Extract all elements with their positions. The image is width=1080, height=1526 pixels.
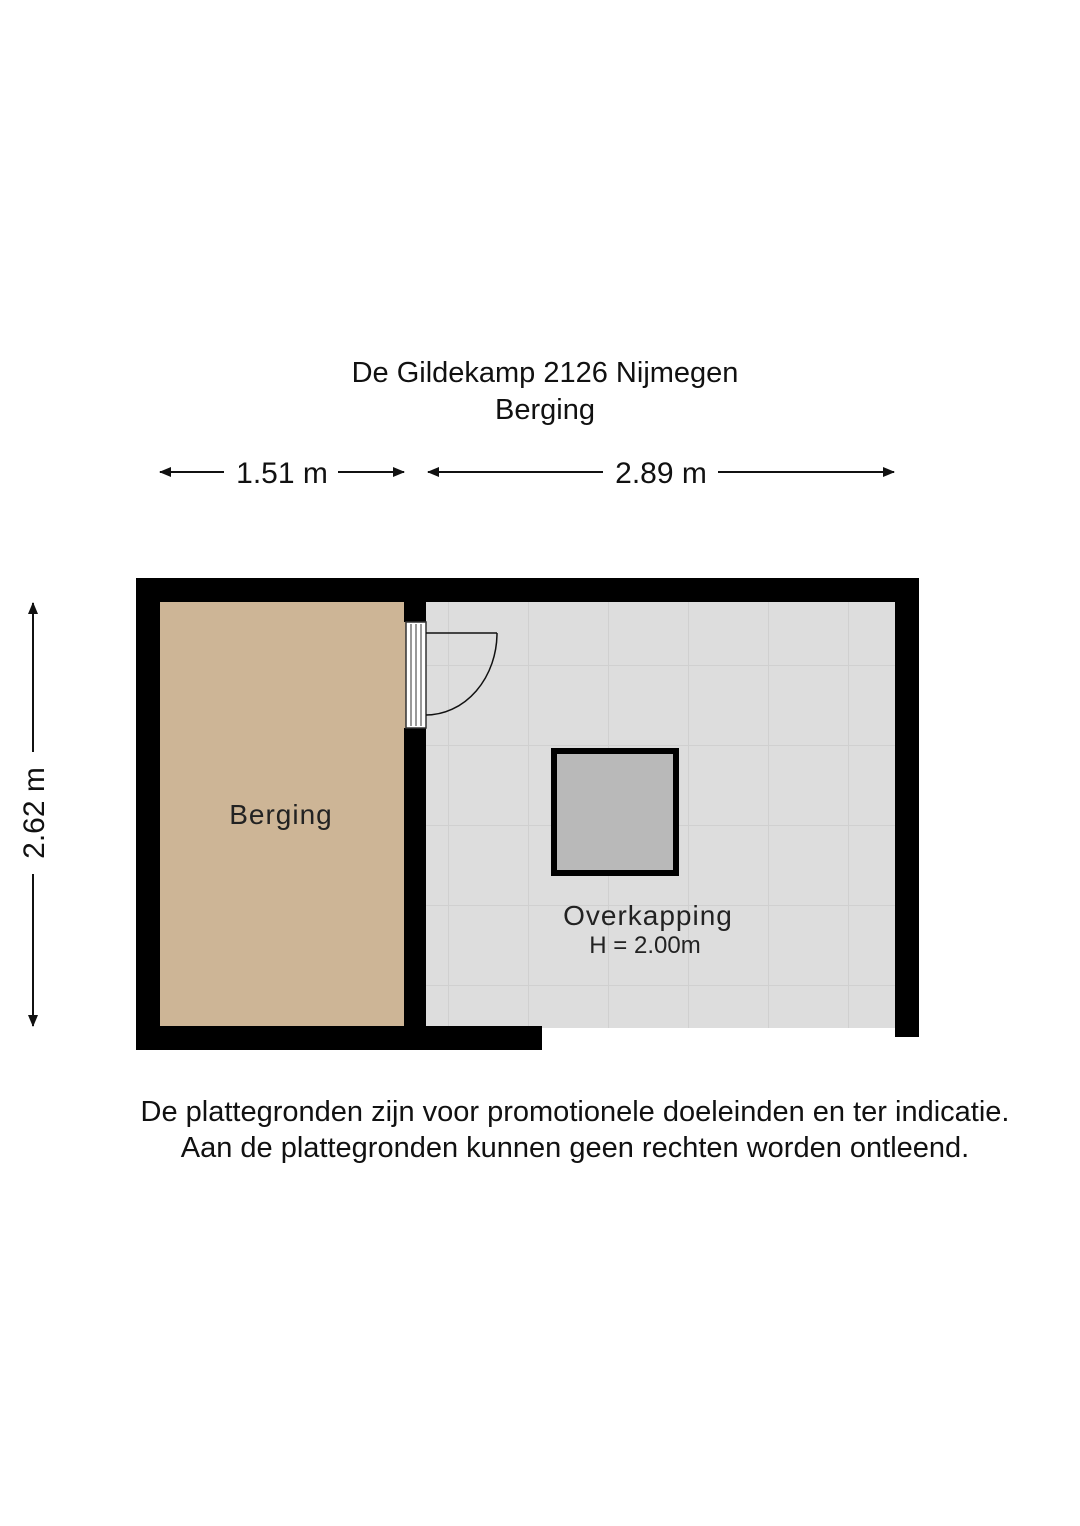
canopy-room-label: Overkapping [563, 900, 733, 931]
wall-top [136, 578, 919, 602]
floor-title: Berging [495, 394, 595, 426]
wall-right [895, 578, 919, 1037]
wall-left [136, 578, 160, 1050]
dimension-width-right [428, 457, 894, 490]
dimension-depth [18, 603, 51, 1026]
address-title: De Gildekamp 2126 Nijmegen [351, 357, 739, 389]
canopy-height-label: H = 2.00m [589, 932, 701, 959]
dimension-width-left [160, 457, 404, 490]
dimension-label-width-right: 2.89 m [615, 457, 707, 490]
disclaimer-line-2: Aan de plattegronden kunnen geen rechten worden ontleend. [180, 1132, 970, 1164]
canopy-center-square [554, 751, 676, 873]
dimension-label-depth: 2.62 m [18, 767, 51, 859]
storage-room-label: Berging [229, 799, 333, 830]
disclaimer-line-1: De plattegronden zijn voor promotionele doeleinden en ter indicatie. [140, 1096, 1010, 1128]
dimension-label-width-left: 1.51 m [236, 457, 328, 490]
wall-partition-lower [404, 728, 426, 1038]
wall-bottom [136, 1026, 542, 1050]
wall-partition-upper [404, 578, 426, 622]
